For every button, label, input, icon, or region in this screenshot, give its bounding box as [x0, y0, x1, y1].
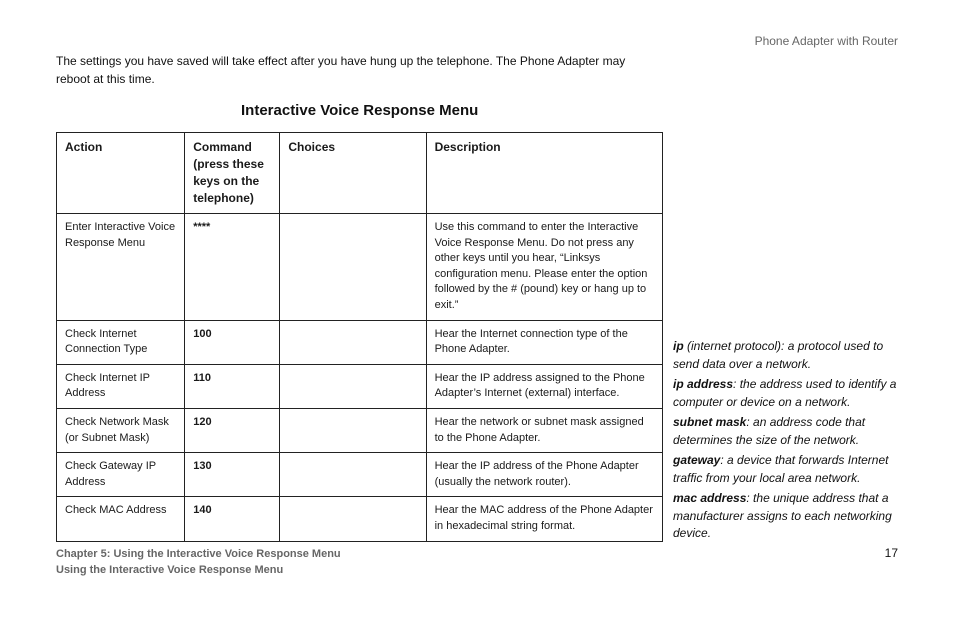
glossary-definition: : a device that forwards Internet traffic from your local area network.: [673, 453, 889, 485]
ivr-menu-table: [56, 132, 663, 542]
glossary-term: ip: [673, 339, 684, 353]
table-row: [57, 497, 663, 541]
glossary-entry: [673, 414, 905, 449]
glossary-definition: : the address used to identify a computer or device on a network.: [673, 377, 897, 409]
cell-choices: [280, 214, 426, 321]
footer-section: Using the Interactive Voice Response Menu: [56, 564, 284, 576]
cell-action: Check Internet Connection Type: [57, 320, 185, 364]
glossary-sidebar: [673, 338, 905, 546]
cell-action: Check MAC Address: [57, 497, 185, 541]
glossary-definition: : an address code that determines the size of the network.: [673, 415, 866, 447]
cell-action: Enter Interactive Voice Response Menu: [57, 214, 185, 321]
cell-command: 100: [185, 320, 280, 364]
table-row: [57, 214, 663, 321]
cell-choices: [280, 453, 426, 497]
glossary-term: mac address: [673, 491, 747, 505]
table-row: [57, 453, 663, 497]
cell-action: Check Network Mask (or Subnet Mask): [57, 408, 185, 452]
cell-action: Check Internet IP Address: [57, 364, 185, 408]
column-header-description: Description: [426, 133, 662, 214]
cell-description: Hear the MAC address of the Phone Adapter in hexadecimal string format.: [426, 497, 662, 541]
cell-description: Hear the Internet connection type of the Phone Adapter.: [426, 320, 662, 364]
footer-chapter: Chapter 5: Using the Interactive Voice Response Menu: [56, 548, 341, 560]
glossary-entry: [673, 376, 905, 411]
cell-description: Use this command to enter the Interactive Voice Response Menu. Do not press any other keys until you hear, “Linksys configuration menu. Please enter the option followed by the # (pound) key or hang up to exit.”: [426, 214, 662, 321]
cell-choices: [280, 408, 426, 452]
glossary-entry: [673, 452, 905, 487]
cell-command: ****: [185, 214, 280, 321]
cell-choices: [280, 320, 426, 364]
cell-action: Check Gateway IP Address: [57, 453, 185, 497]
cell-description: Hear the IP address assigned to the Phone Adapter’s Internet (external) interface.: [426, 364, 662, 408]
page-number: 17: [884, 546, 898, 560]
cell-choices: [280, 364, 426, 408]
cell-choices: [280, 497, 426, 541]
column-header-command: Command (press these keys on the telephone): [185, 133, 280, 214]
glossary-term: ip address: [673, 377, 734, 391]
table-title: Interactive Voice Response Menu: [241, 102, 479, 119]
table-row: [57, 364, 663, 408]
glossary-definition: (internet protocol): a protocol used to send data over a network.: [673, 339, 884, 371]
page-footer: [56, 546, 341, 578]
glossary-entry: [673, 490, 905, 543]
intro-paragraph: The settings you have saved will take effect after you have hung up the telephone. The Phone Adapter may reboot at this time.: [56, 54, 626, 86]
glossary-definition: : the unique address that a manufacturer assigns to each networking device.: [673, 491, 892, 540]
running-header: Phone Adapter with Router: [754, 34, 898, 48]
column-header-choices: Choices: [280, 133, 426, 214]
table-row: [57, 320, 663, 364]
cell-command: 140: [185, 497, 280, 541]
glossary-term: subnet mask: [673, 415, 747, 429]
glossary-term: gateway: [673, 453, 721, 467]
cell-description: Hear the IP address of the Phone Adapter (usually the network router).: [426, 453, 662, 497]
cell-command: 110: [185, 364, 280, 408]
glossary-entry: [673, 338, 905, 373]
cell-command: 120: [185, 408, 280, 452]
table-header-row: [57, 133, 663, 214]
table-row: [57, 408, 663, 452]
cell-description: Hear the network or subnet mask assigned to the Phone Adapter.: [426, 408, 662, 452]
column-header-action: Action: [57, 133, 185, 214]
cell-command: 130: [185, 453, 280, 497]
